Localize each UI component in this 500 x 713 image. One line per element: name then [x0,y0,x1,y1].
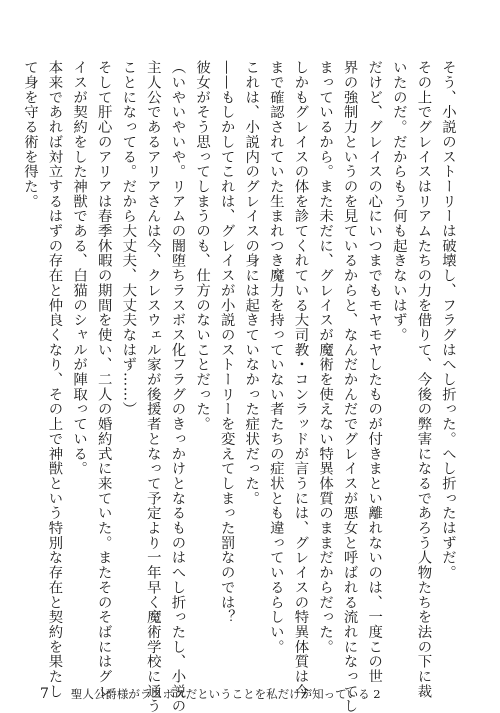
page-number: 7 [40,686,49,702]
text-line: イスが契約をした神獣である、白猫のシャルが陣取っている。 [71,60,88,476]
text-line: 彼女がそう思ってしまうのも、仕方のないことだった。 [194,60,211,432]
text-line: これは、小説内のグレイスの身には起きていなかった症状だった。 [243,60,260,506]
text-line: ——もしかしてこれは、グレイスが小説のストーリーを変えてしまった罰なのでは？ [218,60,235,625]
text-line: そして肝心のアリアは春季休暇の期間を使い、二人の婚約式に来ていた。またそのそばにはグレ [95,60,112,699]
text-line: そう、小説のストーリーは破壊し、フラグはへし折った。へし折ったはずだ。 [440,60,456,580]
text-line: ことになってる。だから大丈夫、大丈夫なはず……） [120,60,137,417]
text-line: まで確認されていた生まれつき魔力を持っていない者たちの症状とも違っているらしい。 [267,60,284,654]
running-title: 聖人公爵様がラスボスだということを私だけが知っている 2 [70,687,381,701]
text-line: まっているから。また未だに、グレイスが魔術を使えない特異体質のままだからだった。 [317,60,334,654]
text-line: 界の強制力というのを見ているからと、なんだかんだでグレイスが悪女と呼ばれる流れになってし [341,60,358,713]
page-footer [40,686,381,702]
text-line: て身を守る術を得た。 [21,60,38,209]
text-line: （いやいやいや。リアムの闇堕ちラスボス化フラグのきっかけとなるものはへし折ったし、小説の [169,60,186,713]
text-line: いたのだ。だからもう何も起きないはず。 [390,60,407,343]
text-line: その上でグレイスはリアムたちの力を借りて、今後の弊害になるであろう人物たちを法の下に裁 [415,60,432,699]
text-line: だけど、グレイスの心にいつまでもモヤモヤしたものが付きまとい離れないのは、一度この世 [366,60,383,684]
text-line: 本来であれば対立するはずの存在と仲良くなり、その上で神獣という特別な存在と契約を果たし [46,60,63,699]
text-line: 主人公であるアリアさんは今、クレスウェル家が後援者となって予定より一年早く魔術学校に通う [144,60,161,713]
text-line: しかもグレイスの体を診てくれている大司教・コンラッドが言うには、グレイスの特異体質は今 [292,60,309,699]
